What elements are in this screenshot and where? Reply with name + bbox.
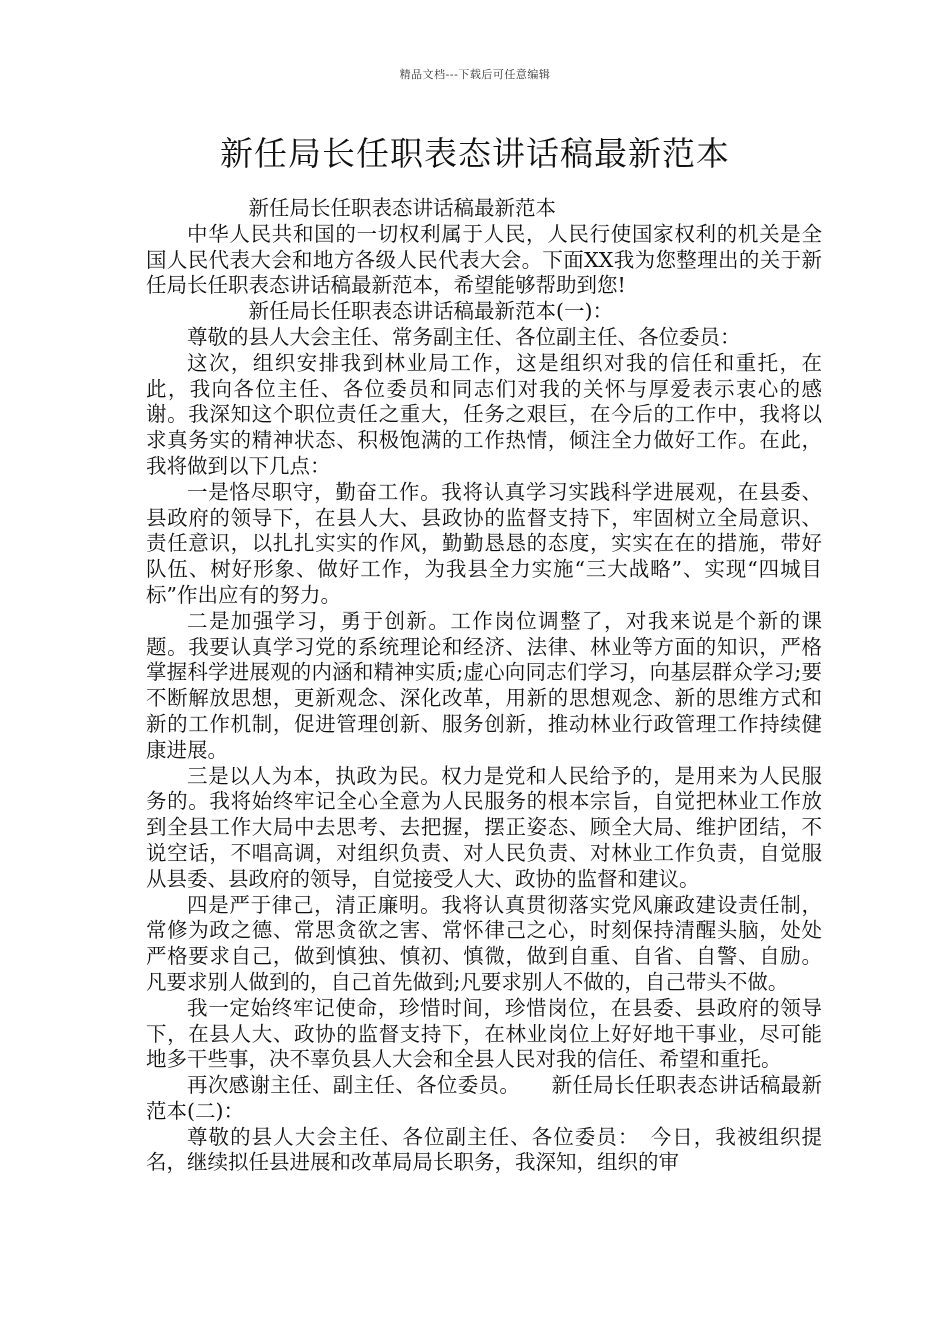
document-title: 新任局长任职表态讲话稿最新范本 — [220, 134, 730, 173]
salutation-paragraph: 尊敬的县人大会主任、常务副主任、各位副主任、各位委员： — [187, 324, 741, 349]
body-paragraph: 中华人民共和国的一切权利属于人民，人民行使国家权利的机关是全国人民代表大会和地方各级人民代表大会。下面XX我为您整理出的关于新任局长任职表态讲话稿最新范本，希望能够帮助到您! — [146, 221, 822, 298]
body-paragraph: 我一定始终牢记使命，珍惜时间，珍惜岗位，在县委、县政府的领导下，在县人大、政协的监督支持下，在林业岗位上好好地干事业，尽可能地多干些事，决不辜负县人大会和全县人民对我的信任、希望和重托。 — [146, 995, 822, 1072]
section-heading-paragraph: 新任局长任职表态讲话稿最新范本(一)： — [248, 299, 613, 324]
body-paragraph: 四是严于律己，清正廉明。我将认真贯彻落实党风廉政建设责任制，常修为政之德、常思贪欲之害、常怀律己之心，时刻保持清醒头脑，处处严格要求自己，做到慎独、慎初、慎微，做到自重、自省、自警、自励。凡要求别人做到的，自己首先做到;凡要求别人不做的，自己带头不做。 — [146, 892, 822, 994]
body-paragraph: 再次感谢主任、副主任、各位委员。 新任局长任职表态讲话稿最新范本(二)： — [146, 1073, 822, 1123]
body-paragraph: 二是加强学习，勇于创新。工作岗位调整了，对我来说是个新的课题。我要认真学习党的系统理论和经济、法律、林业等方面的知识，严格掌握科学进展观的内涵和精神实质;虚心向同志们学习，向基层群众学习;要不断解放思想，更新观念、深化改革，用新的思想观念、新的思维方式和新的工作机制，促进管理创新、服务创新，推动林业行政管理工作持续健康进展。 — [146, 608, 822, 762]
body-paragraph: 三是以人为本，执政为民。权力是党和人民给予的，是用来为人民服务的。我将始终牢记全心全意为人民服务的根本宗旨，自觉把林业工作放到全县工作大局中去思考、去把握，摆正姿态、顾全大局、维护团结，不说空话，不唱高调，对组织负责、对人民负责、对林业工作负责，自觉服从县委、县政府的领导，自觉接受人大、政协的监督和建议。 — [146, 763, 822, 891]
subtitle-paragraph: 新任局长任职表态讲话稿最新范本 — [248, 196, 556, 220]
body-paragraph: 一是恪尽职守，勤奋工作。我将认真学习实践科学进展观，在县委、县政府的领导下，在县人大、县政协的监督支持下，牢固树立全局意识、责任意识，以扎扎实实的作风，勤勤恳恳的态度，实实在在的措施，带好队伍、树好形象、做好工作，为我县全力实施“三大战略”、实现“四城目标”作出应有的努力。 — [146, 479, 822, 607]
body-paragraph: 这次，组织安排我到林业局工作，这是组织对我的信任和重托，在此，我向各位主任、各位委员和同志们对我的关怀与厚爱表示衷心的感谢。我深知这个职位责任之重大，任务之艰巨，在今后的工作中，我将以求真务实的精神状态、积极饱满的工作热情，倾注全力做好工作。在此，我将做到以下几点： — [146, 350, 822, 478]
document-body — [146, 196, 822, 1176]
header-note: 精品文档---下载后可任意编辑 — [399, 68, 551, 81]
body-paragraph: 尊敬的县人大会主任、各位副主任、各位委员： 今日，我被组织提名，继续拟任县进展和改革局局长职务，我深知，组织的审 — [146, 1124, 822, 1175]
